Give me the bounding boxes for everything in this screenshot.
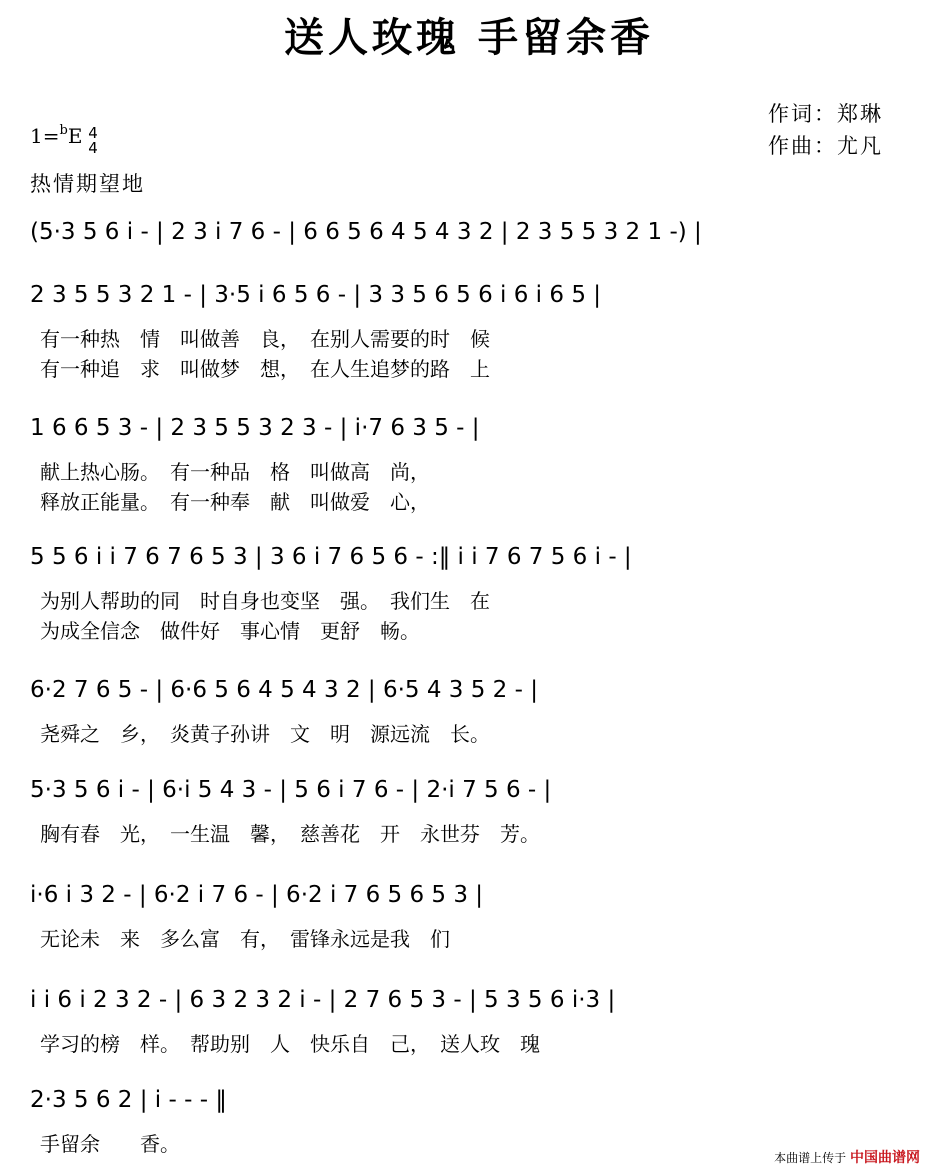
note-line: 5·3 5 6 i - | 6·i 5 4 3 - | 5 6 i 7 6 - | 2·i 7 5 6 - | [30,777,552,803]
note-line: 2 3 5 5 3 2 1 - | 3·5 i 6 5 6 - | 3 3 5 6 5 6 i 6 i 6 5 | [30,282,602,308]
lyric-line: 有一种追 求 叫做梦 想， 在人生追梦的路 上 [40,357,490,381]
lyric-line: 学习的榜 样。 帮助别 人 快乐自 己， 送人玫 瑰 [40,1032,540,1056]
lyricist-credit: 作词：郑琳 [768,102,883,126]
lyric-line: 释放正能量。 有一种奉 献 叫做爱 心， [40,490,430,514]
song-title: 送人玫瑰 手留余香 [284,15,654,61]
note-line: 2·3 5 6 2 | i - - - ‖ [30,1087,227,1113]
note-line: 6·2 7 6 5 - | 6·6 5 6 4 5 4 3 2 | 6·5 4 3 5 2 - | [30,677,538,703]
key-signature: 1=$^b$E [30,123,83,148]
footer-watermark: 本曲谱上传于 中国曲谱网 [774,1150,920,1166]
lyric-line: 胸有春 光， 一生温 馨， 慈善花 开 永世芬 芳。 [40,822,540,846]
lyric-line: 尧舜之 乡， 炎黄子孙讲 文 明 源远流 长。 [40,722,490,746]
lyric-line: 手留余 香。 [40,1132,180,1156]
site-brand: 中国曲谱网 [850,1150,920,1166]
note-line: 5 5 6 i i 7 6 7 6 5 3 | 3 6 i 7 6 5 6 - :‖ i i 7 6 7 5 6 i - | [30,544,632,570]
lyric-line: 献上热心肠。 有一种品 格 叫做高 尚， [40,460,430,484]
lyric-line: 无论未 来 多么富 有， 雷锋永远是我 们 [40,927,450,951]
note-line: i i 6 i 2 3 2 - | 6 3 2 3 2 i - | 2 7 6 5 3 - | 5 3 5 6 i·3 | [30,987,616,1013]
lyric-line: 有一种热 情 叫做善 良， 在别人需要的时 候 [40,327,490,351]
note-line: i·6 i 3 2 - | 6·2 i 7 6 - | 6·2 i 7 6 5 6 5 3 | [30,882,484,908]
composer-credit: 作曲：尤凡 [768,134,883,158]
lyric-line: 为成全信念 做件好 事心情 更舒 畅。 [40,619,420,643]
time-signature: 4 4 [88,124,98,157]
lyric-line: 为别人帮助的同 时自身也变坚 强。 我们生 在 [40,589,490,613]
tempo-marking: 热情期望地 [30,172,145,196]
flat-sign: b [59,123,68,138]
note-line: (5·3 5 6 i - | 2 3 i 7 6 - | 6 6 5 6 4 5 4 3 2 | 2 3 5 5 3 2 1 -) | [30,219,702,245]
note-line: 1 6 6 5 3 - | 2 3 5 5 3 2 3 - | i·7 6 3 5 - | [30,415,480,441]
